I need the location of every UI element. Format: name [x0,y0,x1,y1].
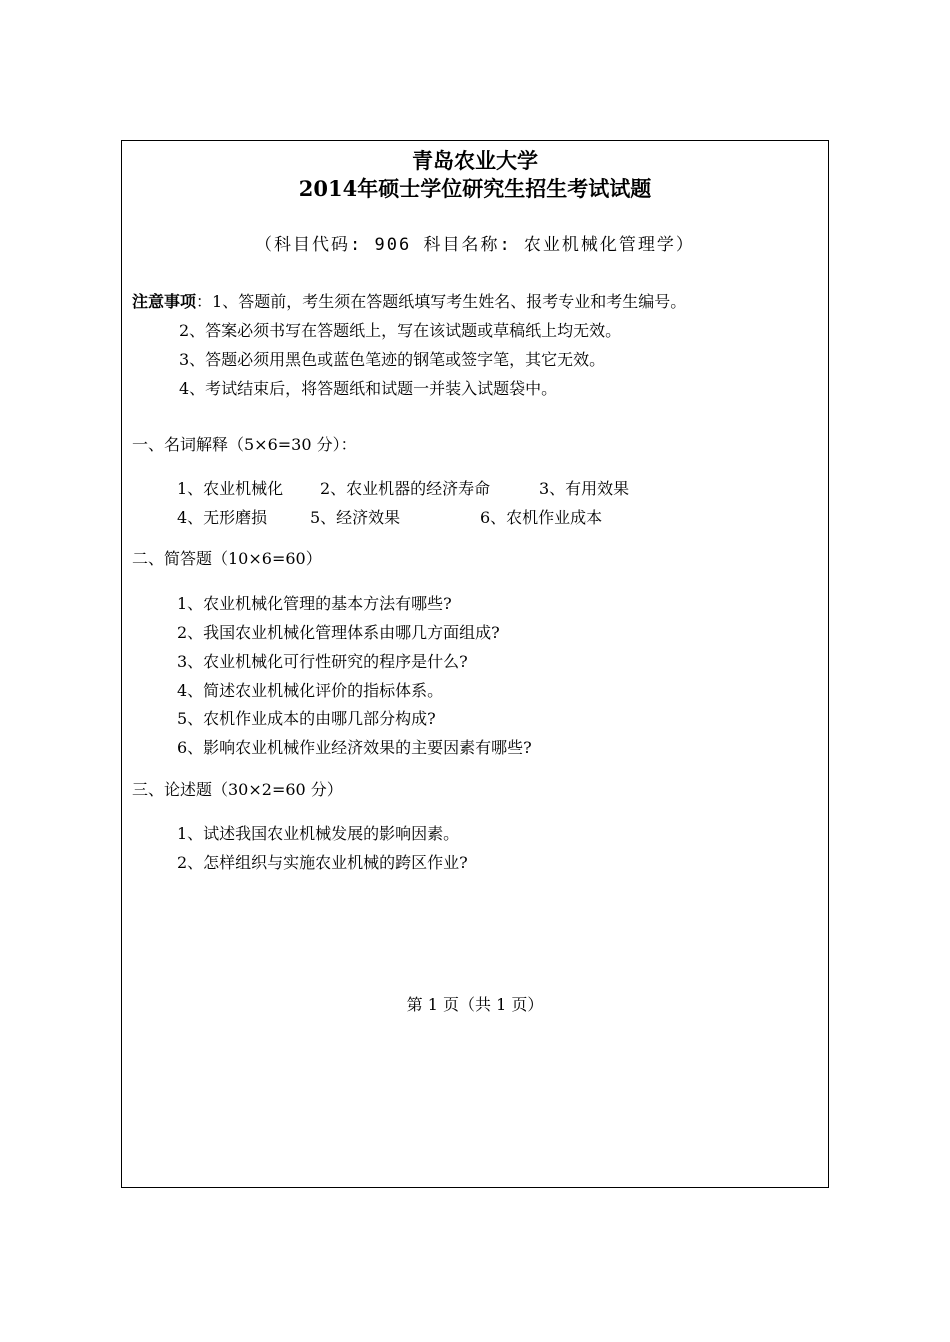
page-number: 第 1 页（共 1 页） [406,995,544,1014]
exam-title: 2014年硕士学位研究生招生考试试题 [298,176,652,201]
term-item: 5、经济效果 [310,508,401,527]
notice-label: 注意事项 [132,292,197,311]
term-item: 4、无形磨损 [177,508,268,527]
question-item: 1、农业机械化管理的基本方法有哪些? [177,594,452,613]
notice-item: 4、考试结束后，将答题纸和试题一并装入试题袋中。 [179,379,558,398]
university-name: 青岛农业大学 [412,148,538,173]
question-item: 5、农机作业成本的由哪几部分构成? [177,709,436,728]
question-item: 4、简述农业机械化评价的指标体系。 [177,681,444,700]
essay-question-item: 1、试述我国农业机械发展的影响因素。 [177,824,460,843]
term-item: 6、农机作业成本 [480,508,603,527]
term-item: 3、有用效果 [539,479,630,498]
question-item: 3、农业机械化可行性研究的程序是什么? [177,652,468,671]
notice-line-1 [132,289,686,312]
question-item: 6、影响农业机械作业经济效果的主要因素有哪些? [177,738,532,757]
term-item: 2、农业机器的经济寿命 [320,479,491,498]
essay-question-item: 2、怎样组织与实施农业机械的跨区作业? [177,853,468,872]
term-item: 1、农业机械化 [177,479,284,498]
notice-item: 2、答案必须书写在答题纸上，写在该试题或草稿纸上均无效。 [179,321,622,340]
section-2-heading: 二、简答题（10×6=60） [132,549,322,568]
notice-item: 3、答题必须用黑色或蓝色笔迹的钢笔或签字笔，其它无效。 [179,350,606,369]
exam-paper-frame [121,140,829,1188]
section-3-heading: 三、论述题（30×2=60 分） [132,780,343,799]
subject-line: （科目代码: 906 科目名称: 农业机械化管理学） [255,235,695,255]
notice-item: ：1、答题前，考生须在答题纸填写考生姓名、报考专业和考生编号。 [196,292,687,311]
question-item: 2、我国农业机械化管理体系由哪几方面组成? [177,623,500,642]
section-1-heading: 一、名词解释（5×6=30 分）： [132,435,357,454]
